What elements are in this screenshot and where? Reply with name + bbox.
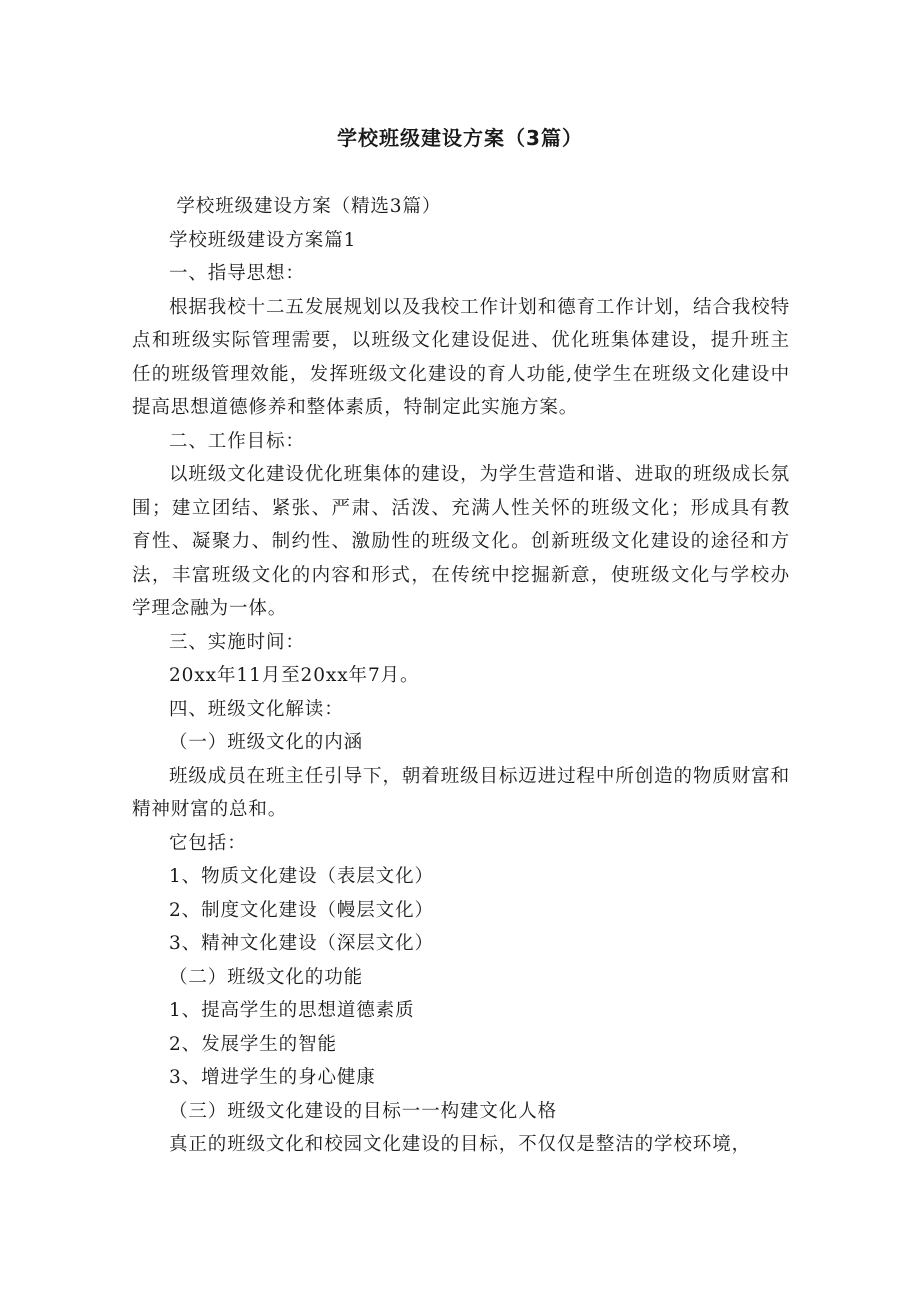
paragraph-work-goals: 以班级文化建设优化班集体的建设，为学生营造和谐、进取的班级成长氛围；建立团结、紧张、严肃、活泼、充满人性关怀的班级文化；形成具有教育性、凝聚力、制约性、激励性的班级文化。创新班级文化建设的途径和方法，丰富班级文化的内容和形式，在传统中挖掘新意，使班级文化与学校办学理念融为一体。: [132, 464, 790, 619]
list-item: 2、发展学生的智能: [169, 1033, 337, 1055]
paragraph-heading-guiding-thought: 一、指导思想：: [169, 263, 305, 284]
list-item: 1、物质文化建设（表层文化）: [169, 866, 434, 887]
document-title: 学校班级建设方案（3篇）: [337, 126, 583, 150]
paragraph-heading-work-goals: 二、工作目标：: [169, 430, 305, 452]
document-body: [132, 190, 790, 1162]
list-item: 2、制度文化建设（幔层文化）: [169, 899, 434, 921]
list-item: 3、精神文化建设（深层文化）: [169, 933, 434, 954]
paragraph-guiding-thought: 根据我校十二五发展规划以及我校工作计划和德育工作计划，结合我校特点和班级实际管理需要，以班级文化建设促进、优化班集体建设，提升班主任的班级管理效能，发挥班级文化建设的育人功能,使学生在班级文化建设中提高思想道德修养和整体素质，特制定此实施方案。: [132, 296, 790, 418]
paragraph-heading-class-culture: 四、班级文化解读：: [169, 698, 344, 720]
list-item: 1、提高学生的思想道德素质: [169, 1000, 415, 1021]
paragraph-heading-implementation-time: 三、实施时间：: [169, 631, 305, 653]
paragraph-includes: 它包括：: [169, 832, 247, 854]
paragraph-implementation-time: 20xx年11月至20xx年7月。: [169, 665, 420, 686]
paragraph-connotation: 班级成员在班主任引导下，朝着班级目标迈进过程中所创造的物质财富和精神财富的总和。: [132, 765, 790, 820]
paragraph-section-heading: 学校班级建设方案篇1: [169, 229, 357, 251]
paragraph-subheading-function: （二）班级文化的功能: [169, 966, 364, 988]
paragraph-goal: 真正的班级文化和校园文化建设的目标，不仅仅是整洁的学校环境，: [169, 1134, 752, 1155]
paragraph-subheading-goal: （三）班级文化建设的目标一一构建文化人格: [169, 1100, 558, 1122]
list-item: 3、增进学生的身心健康: [169, 1067, 376, 1088]
paragraph-subheading-connotation: （一）班级文化的内涵: [169, 732, 364, 753]
paragraph-subtitle: 学校班级建设方案（精选3篇）: [176, 196, 442, 217]
